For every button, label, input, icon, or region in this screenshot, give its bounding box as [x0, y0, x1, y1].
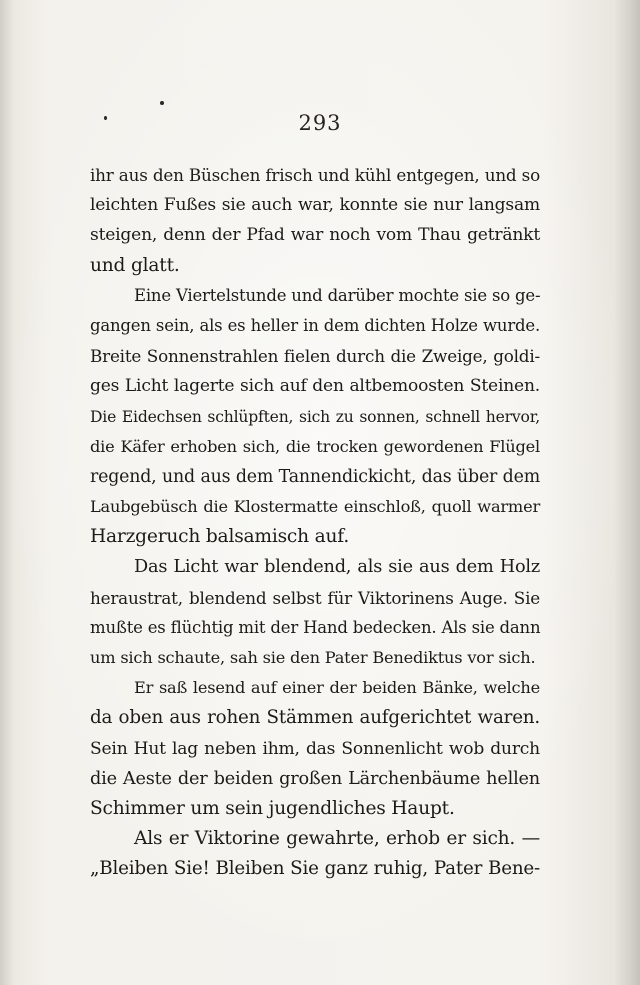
text-line: „Bleiben Sie! Bleiben Sie ganz ruhig, Pater Bene-	[90, 858, 540, 880]
text-line: heraustrat, blendend selbst für Viktorinens Auge. Sie	[90, 587, 540, 608]
ink-speck	[160, 101, 164, 105]
text-line: um sich schaute, sah sie den Pater Benediktus vor sich.	[90, 648, 536, 667]
text-line: leichten Fußes sie auch war, konnte sie nur langsam	[90, 195, 540, 216]
text-line: ges Licht lagerte sich auf den altbemoosten Steinen.	[90, 376, 540, 397]
text-line: regend, und aus dem Tannendickicht, das über dem	[90, 466, 540, 487]
text-line: Sein Hut lag neben ihm, das Sonnenlicht wob durch	[90, 738, 540, 759]
text-line: Schimmer um sein jugendliches Haupt.	[90, 797, 455, 819]
text-line: Das Licht war blendend, als sie aus dem Holz	[134, 557, 540, 578]
text-line: gangen sein, als es heller in dem dichten Holze wurde.	[90, 315, 540, 335]
page-right-shadow	[614, 0, 640, 985]
text-line: Er saß lesend auf einer der beiden Bänke, welche	[134, 678, 540, 698]
text-line: Laubgebüsch die Klostermatte einschloß, quoll warmer	[90, 497, 540, 517]
text-line: mußte es flüchtig mit der Hand bedecken. Als sie dann	[90, 617, 541, 637]
text-line: steigen, denn der Pfad war noch vom Thau getränkt	[90, 225, 540, 246]
page-number: 293	[298, 111, 342, 135]
text-line: die Aeste der beiden großen Lärchenbäume hellen	[90, 768, 540, 789]
text-line: ihr aus den Büschen frisch und kühl entgegen, und so	[90, 165, 540, 185]
text-line: Eine Viertelstunde und darüber mochte sie so ge-	[134, 285, 541, 305]
body-text	[90, 160, 540, 885]
text-line: Harzgeruch balsamisch auf.	[90, 526, 350, 548]
text-line: Als er Viktorine gewahrte, erhob er sich. —	[134, 828, 540, 850]
page-left-shadow	[0, 0, 14, 985]
text-line: da oben aus rohen Stämmen aufgerichtet waren.	[90, 707, 540, 729]
text-line: Die Eidechsen schlüpften, sich zu sonnen, schnell hervor,	[90, 407, 540, 426]
text-line: die Käfer erhoben sich, die trocken gewordenen Flügel	[90, 436, 540, 456]
text-line: Breite Sonnenstrahlen fielen durch die Zweige, goldi-	[90, 346, 540, 367]
text-line: und glatt.	[90, 254, 180, 276]
